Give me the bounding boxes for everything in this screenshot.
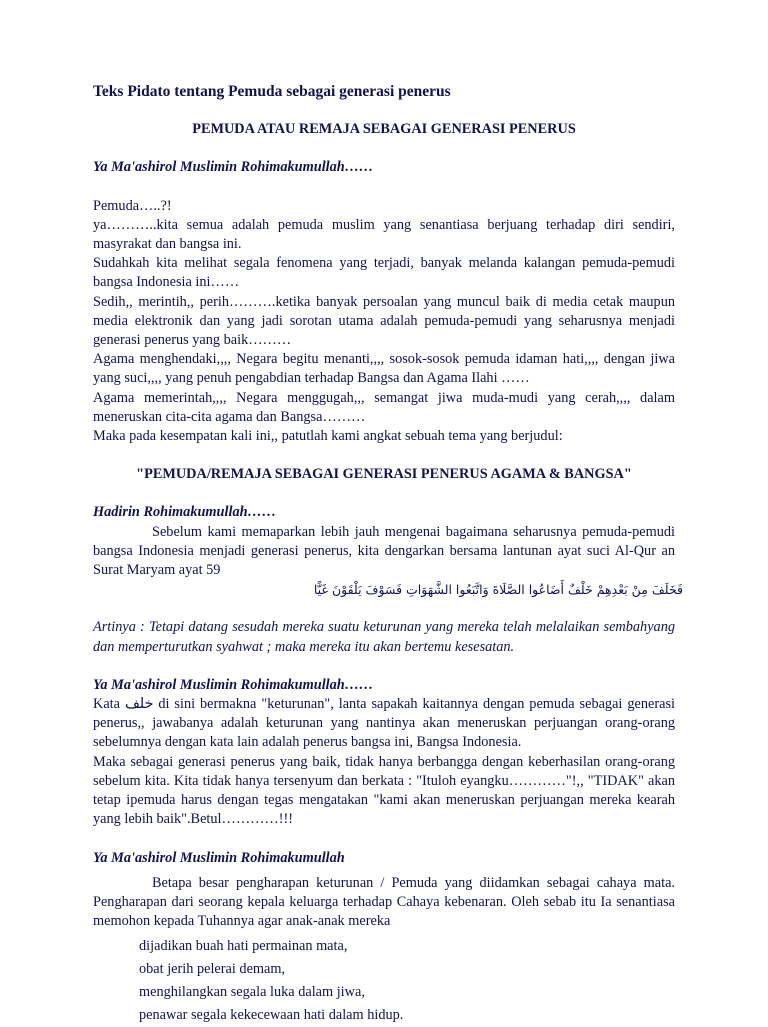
- verse-line: obat jerih pelerai demam,: [139, 961, 286, 978]
- theme-heading: "PEMUDA/REMAJA SEBAGAI GENERASI PENERUS AGAMA & BANGSA": [136, 466, 632, 483]
- document-title: Teks Pidato tentang Pemuda sebagai generasi penerus: [93, 83, 451, 100]
- para-line: ya………..kita semua adalah pemuda muslim yang senantiasa berjuang terhadap diri sendiri, masyrakat dan bangsa ini.: [93, 216, 675, 253]
- verse-line: penawar segala kekecewaan hati dalam hidup.: [139, 1007, 404, 1024]
- verse-line: menghilangkan segala luka dalam jiwa,: [139, 984, 365, 1001]
- verse-list: [93, 935, 675, 1027]
- para-line: Pemuda…..?!: [93, 197, 172, 214]
- main-heading: PEMUDA ATAU REMAJA SEBAGAI GENERASI PENERUS: [192, 121, 576, 138]
- greeting-4: Ya Ma'ashirol Muslimin Rohimakumullah: [93, 849, 345, 866]
- greeting-1: Ya Ma'ashirol Muslimin Rohimakumullah……: [93, 159, 374, 176]
- greeting-2: Hadirin Rohimakumullah……: [93, 504, 277, 521]
- para-line: Maka sebagai generasi penerus yang baik, tidak hanya berbangga dengan keberhasilan orang-orang sebelum kita. Kita tidak hanya tersenyum dan berkata : "Ituloh eyangku…………"!,, "TIDAK" akan tetap ipemuda harus dengan tegas mengatakan "kami akan meneruskan perjuangan mereka kearah yang lebih baik".Betul…………!!!: [93, 753, 675, 828]
- paragraph-3: [93, 695, 675, 829]
- paragraph-4: Betapa besar pengharapan keturunan / Pemuda yang diidamkan sebagai cahaya mata. Pengharapan dari seorang kepala keluarga terhadap Cahaya kebenaran. Oleh sebab itu Ia senantiasa memohon kepada Tuhannya agar anak-anak mereka: [93, 874, 675, 930]
- para-line: Kata خلف di sini bermakna "keturunan", lanta sapakah kaitannya dengan pemuda sebagai generasi penerus,, jawabanya adalah keturunan yang nantinya akan meneruskan perjuangan orang-orang sebelumnya dengan kata lain adalah penerus bangsa ini, Bangsa Indonesia.: [93, 696, 676, 751]
- arabic-verse: فَخَلَفَ مِنْ بَعْدِهِمْ خَلْفٌ أَضَاعُوا الصَّلَاةَ وَاتَّبَعُوا الشَّهَوَاتِ فَسَوْفَ يَلْقَوْنَ غَيًّا: [313, 582, 683, 598]
- verse-line: dijadikan buah hati permainan mata,: [139, 938, 348, 955]
- para-line: Sedih,, merintih,, perih……….ketika banyak persoalan yang muncul baik di media cetak maupun media elektronik dan yang jadi sorotan utama adalah pemuda-pemudi yang seharusnya menjadi generasi penerus yang baik………: [93, 293, 675, 349]
- para-line: Maka pada kesempatan kali ini,, patutlah kami angkat sebuah tema yang berjudul:: [93, 428, 563, 445]
- paragraph-1: [93, 197, 675, 447]
- greeting-3: Ya Ma'ashirol Muslimin Rohimakumullah……: [93, 676, 374, 693]
- paragraph-2: Sebelum kami memaparkan lebih jauh mengenai bagaimana seharusnya pemuda-pemudi bangsa Indonesia menjadi generasi penerus, kita dengarkan bersama lantunan ayat suci Al-Qur an Surat Maryam ayat 59: [93, 523, 675, 579]
- verse-translation: Artinya : Tetapi datang sesudah mereka suatu keturunan yang mereka telah melalaikan sembahyang dan memperturutkan syahwat ; maka mereka itu akan bertemu kesesatan.: [93, 619, 675, 655]
- para-line: Sudahkah kita melihat segala fenomena yang terjadi, banyak melanda kalangan pemuda-pemudi bangsa Indonesia ini……: [93, 255, 675, 291]
- para-line: Agama memerintah,,,, Negara menggugah,,, semangat jiwa muda-mudi yang cerah,,,, dalam meneruskan cita-cita agama dan Bangsa………: [93, 389, 675, 425]
- para-line: Agama menghendaki,,,, Negara begitu menanti,,,, sosok-sosok pemuda idaman hati,,,, dengan jiwa yang suci,,,, yang penuh pengabdian terhadap Bangsa dan Agama Ilahi ……: [93, 351, 675, 387]
- document-body: [93, 82, 683, 1027]
